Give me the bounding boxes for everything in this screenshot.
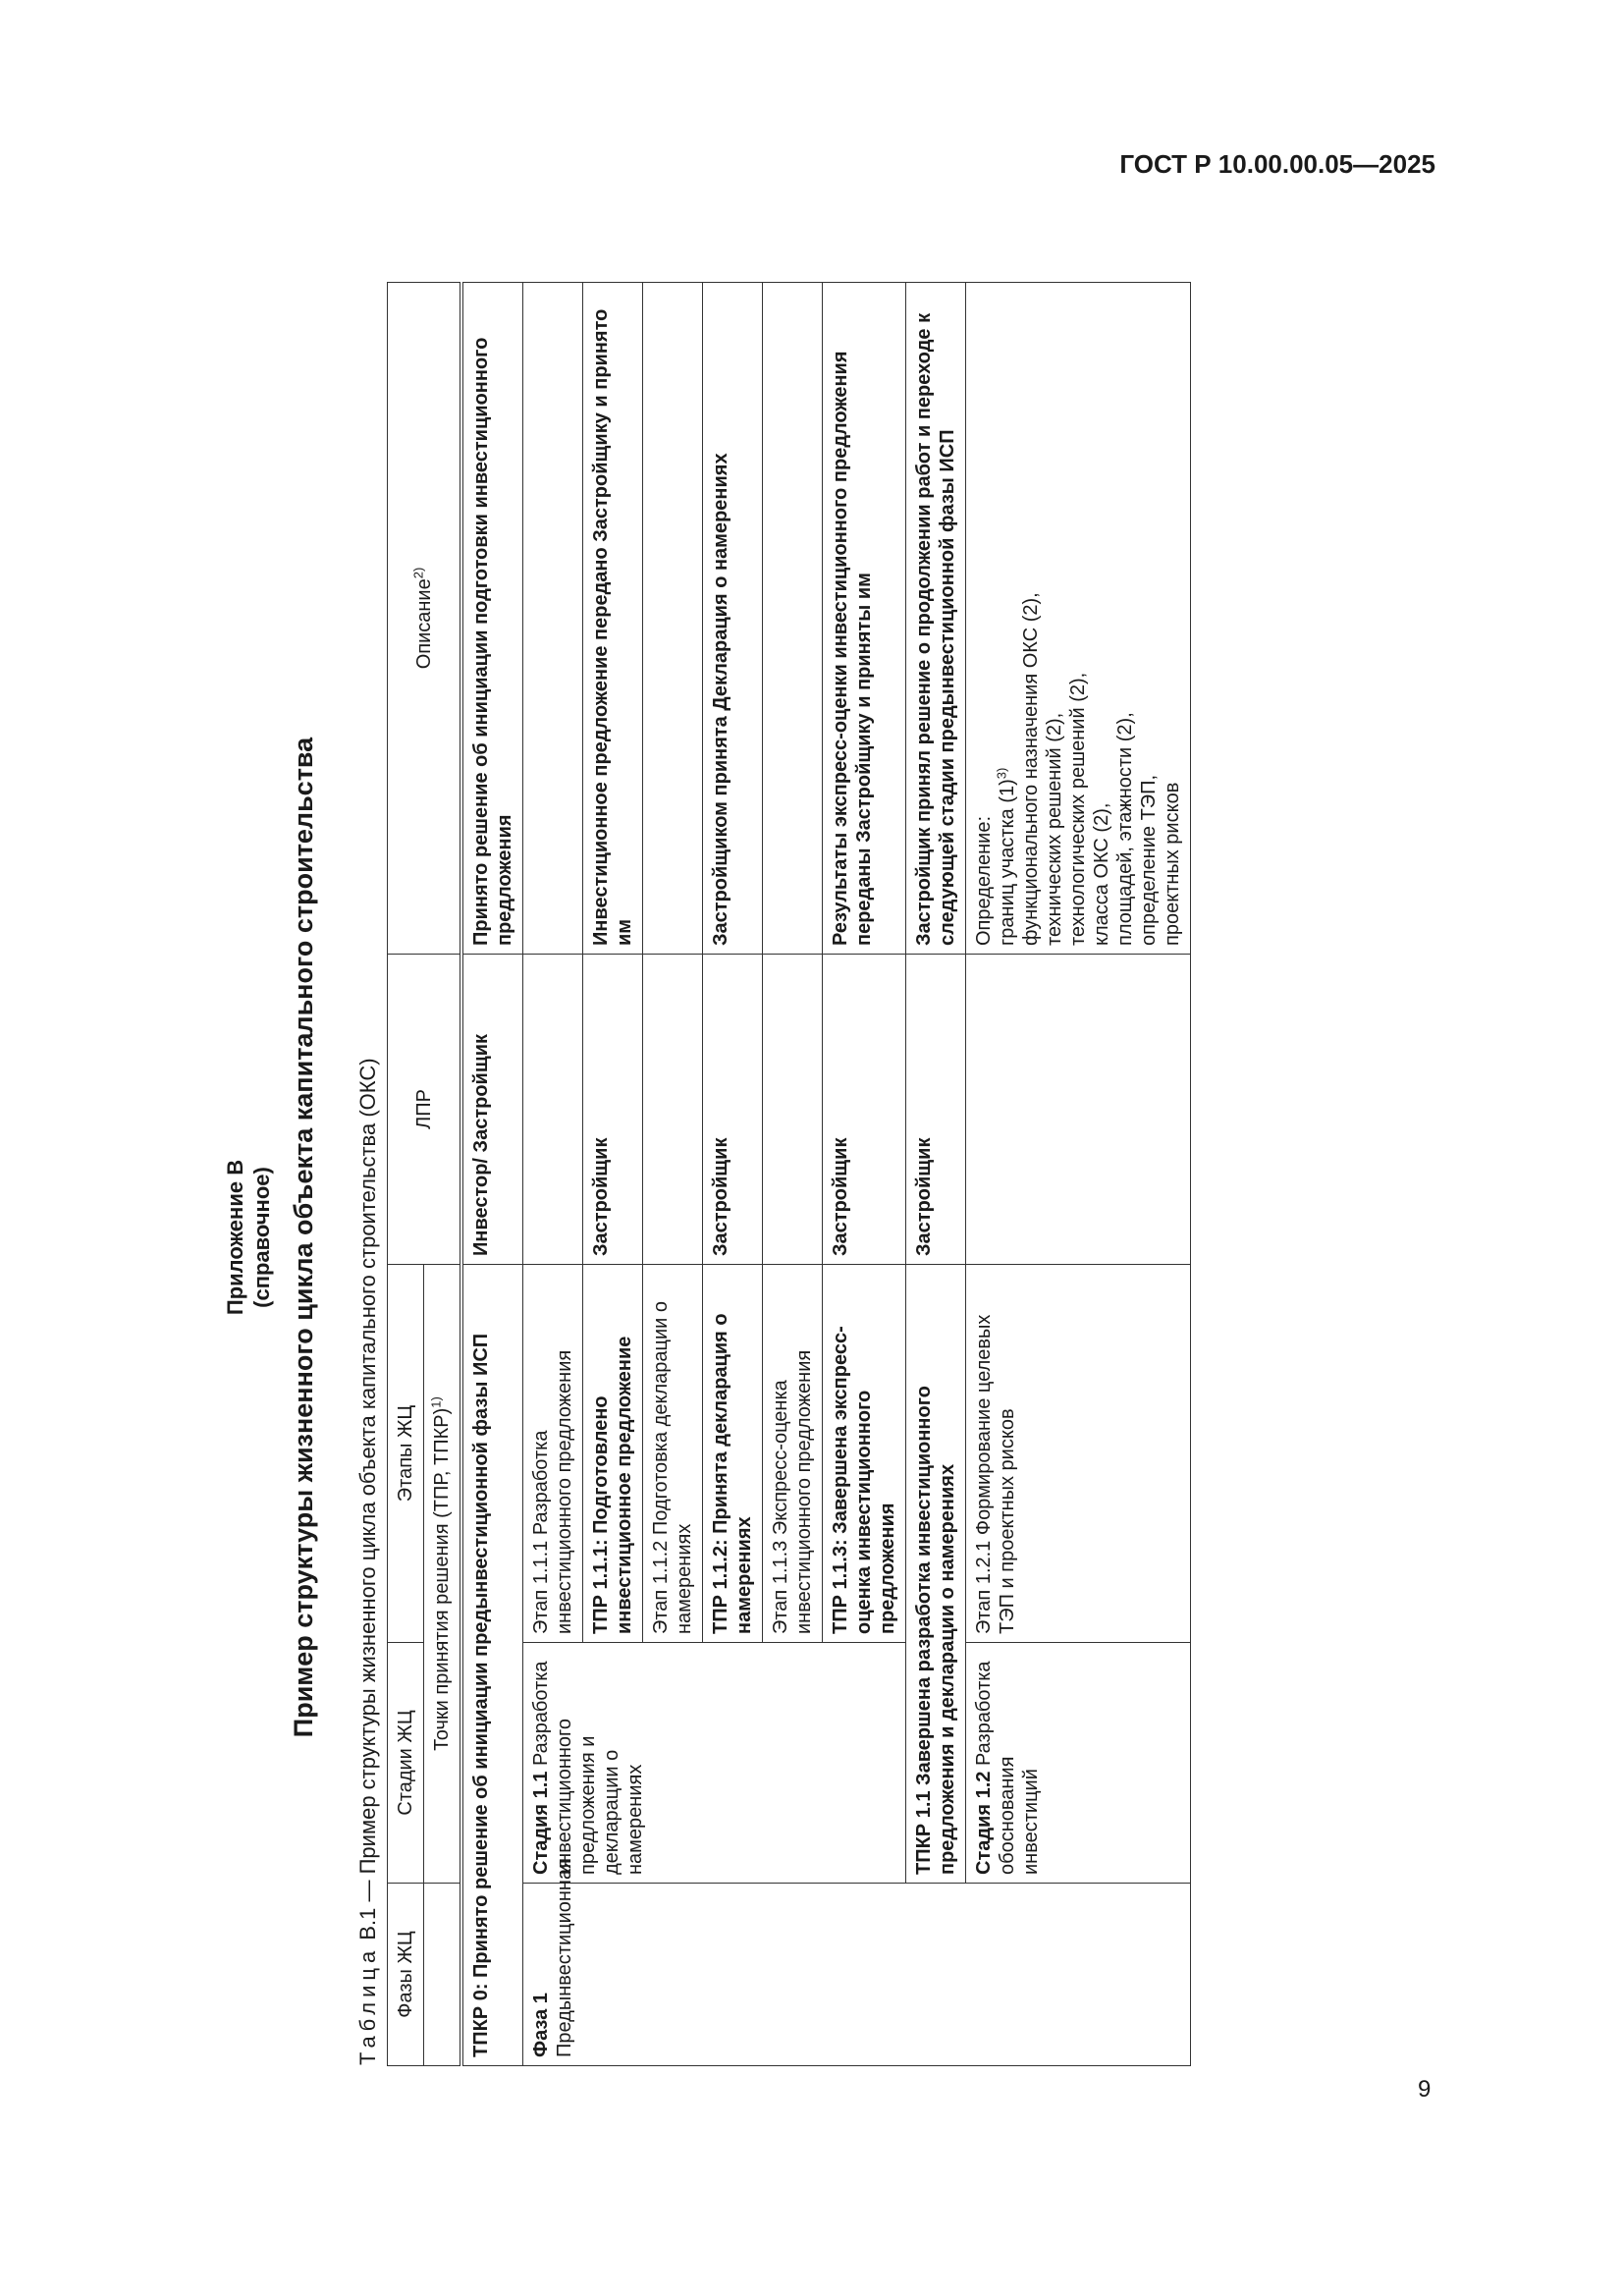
tpr112-decision-maker: Застройщик bbox=[703, 955, 763, 1265]
header-decision-points bbox=[424, 1265, 462, 1884]
header-decision-maker: ЛПР bbox=[388, 955, 462, 1265]
table-row-tpkr-11 bbox=[906, 283, 966, 2066]
table-caption-word: Таблица bbox=[355, 1945, 380, 2065]
rotated-page-content bbox=[223, 308, 1369, 2141]
step121-cell: Этап 1.2.1 Формирование целевых ТЭП и проектных рисков bbox=[966, 1265, 1191, 1643]
tpkr11-description: Застройщик принял решение о продолжении работ и переходе к следующей стадии предынвестиционной фазы ИСП bbox=[906, 283, 966, 955]
header-description-text: Описание bbox=[412, 578, 435, 670]
step121-desc-first bbox=[996, 291, 1019, 946]
table-caption-text: В.1 — Пример структуры жизненного цикла объекта капитального строительства (ОКС) bbox=[355, 1058, 380, 1946]
step121-description bbox=[966, 283, 1191, 955]
list-item: технологических решений (2), bbox=[1067, 672, 1089, 946]
tpkr11-num: ТПКР 1.1 bbox=[913, 1790, 935, 1875]
phase1-num: Фаза 1 bbox=[530, 1993, 552, 2057]
table-row-step-111 bbox=[523, 283, 583, 2066]
table-row-step-121 bbox=[966, 283, 1191, 2066]
tpr113-decision-maker: Застройщик bbox=[823, 955, 906, 1265]
tpkr0-description: Принято решение об инициации подготовки инвестиционного предложения bbox=[461, 283, 523, 955]
table-caption bbox=[355, 1058, 381, 2065]
stage12-cell bbox=[966, 1643, 1191, 1884]
lifecycle-table bbox=[387, 282, 1191, 2066]
step111-cell: Этап 1.1.1 Разработка инвестиционного предложения bbox=[523, 1265, 583, 1643]
header-stages: Стадии ЖЦ bbox=[388, 1643, 424, 1884]
step112-cell: Этап 1.1.2 Подготовка декларации о намерениях bbox=[643, 1265, 703, 1643]
list-item: проектных рисков bbox=[1162, 782, 1183, 946]
stage11-num: Стадия 1.1 bbox=[530, 1771, 552, 1875]
list-item: функционального назначения ОКС (2), bbox=[1020, 592, 1042, 946]
phase1-name: Предынвестиционная bbox=[554, 1858, 575, 2057]
tpr113-description: Результаты экспресс-оценки инвестиционного предложения переданы Застройщику и приняты им bbox=[823, 283, 906, 955]
stage11-cell bbox=[523, 1643, 906, 1884]
header-description-sup: 2) bbox=[409, 567, 425, 579]
document-code: ГОСТ Р 10.00.00.05—2025 bbox=[1119, 149, 1435, 179]
header-phases: Фазы ЖЦ bbox=[388, 1884, 424, 2066]
appendix-title: Приложение В bbox=[223, 1159, 247, 1316]
tpkr11-decision-maker: Застройщик bbox=[906, 955, 966, 1265]
step121-desc-first-text: границ участка (1) bbox=[997, 779, 1018, 946]
header-row bbox=[388, 283, 424, 2066]
tpr111-description: Инвестиционное предложение передано Застройщику и принято им bbox=[583, 283, 643, 955]
stage12-num: Стадия 1.2 bbox=[973, 1771, 995, 1875]
step113-cell: Этап 1.1.3 Экспресс-оценка инвестиционного предложения bbox=[763, 1265, 823, 1643]
stage12-name: Разработка обоснования инвестиций bbox=[973, 1661, 1042, 1875]
list-item: определение ТЭП, bbox=[1138, 774, 1160, 946]
list-item: технических решений (2), bbox=[1044, 712, 1065, 946]
tpkr11-text: Завершена разработка инвестиционного предложения и декларации о намерениях bbox=[913, 1386, 958, 1875]
list-item: площадей, этажности (2), bbox=[1114, 712, 1136, 946]
header-description bbox=[388, 283, 462, 955]
main-title: Пример структуры жизненного цикла объекта капитального строительства bbox=[289, 737, 318, 1738]
step121-desc-first-sup: 3) bbox=[994, 767, 1009, 780]
list-item: класса ОКС (2), bbox=[1091, 802, 1112, 946]
table-row-tpkr0 bbox=[461, 283, 523, 2066]
appendix-note: (справочное) bbox=[249, 1167, 274, 1308]
header-decision-points-text: Точки принятия решения (ТПР, ТПКР) bbox=[431, 1407, 453, 1751]
step121-desc-intro: Определение: bbox=[973, 815, 995, 946]
tpr112-description: Застройщиком принята Декларация о намерениях bbox=[703, 283, 763, 955]
tpr111-decision-maker: Застройщик bbox=[583, 955, 643, 1265]
tpkr11-cell bbox=[906, 1265, 966, 1884]
tpr112-cell: ТПР 1.1.2: Принята декларация о намерениях bbox=[703, 1265, 763, 1643]
page-number: 9 bbox=[1418, 2076, 1432, 2103]
tpkr0-label: ТПКР 0: Принято решение об инициации предынвестиционной фазы ИСП bbox=[461, 1265, 523, 2066]
tpr111-cell: ТПР 1.1.1: Подготовлено инвестиционное предложение bbox=[583, 1265, 643, 1643]
header-decision-points-sup: 1) bbox=[428, 1396, 444, 1408]
header-steps: Этапы ЖЦ bbox=[388, 1265, 424, 1643]
appendix-heading bbox=[222, 334, 275, 2141]
stage11-name: Разработка инвестиционного предложения и декларации о намерениях bbox=[530, 1661, 646, 1875]
tpr113-cell: ТПР 1.1.3: Завершена экспресс-оценка инвестиционного предложения bbox=[823, 1265, 906, 1643]
tpkr0-decision-maker: Инвестор/ Застройщик bbox=[461, 955, 523, 1265]
phase1-cell bbox=[523, 1858, 1191, 2066]
